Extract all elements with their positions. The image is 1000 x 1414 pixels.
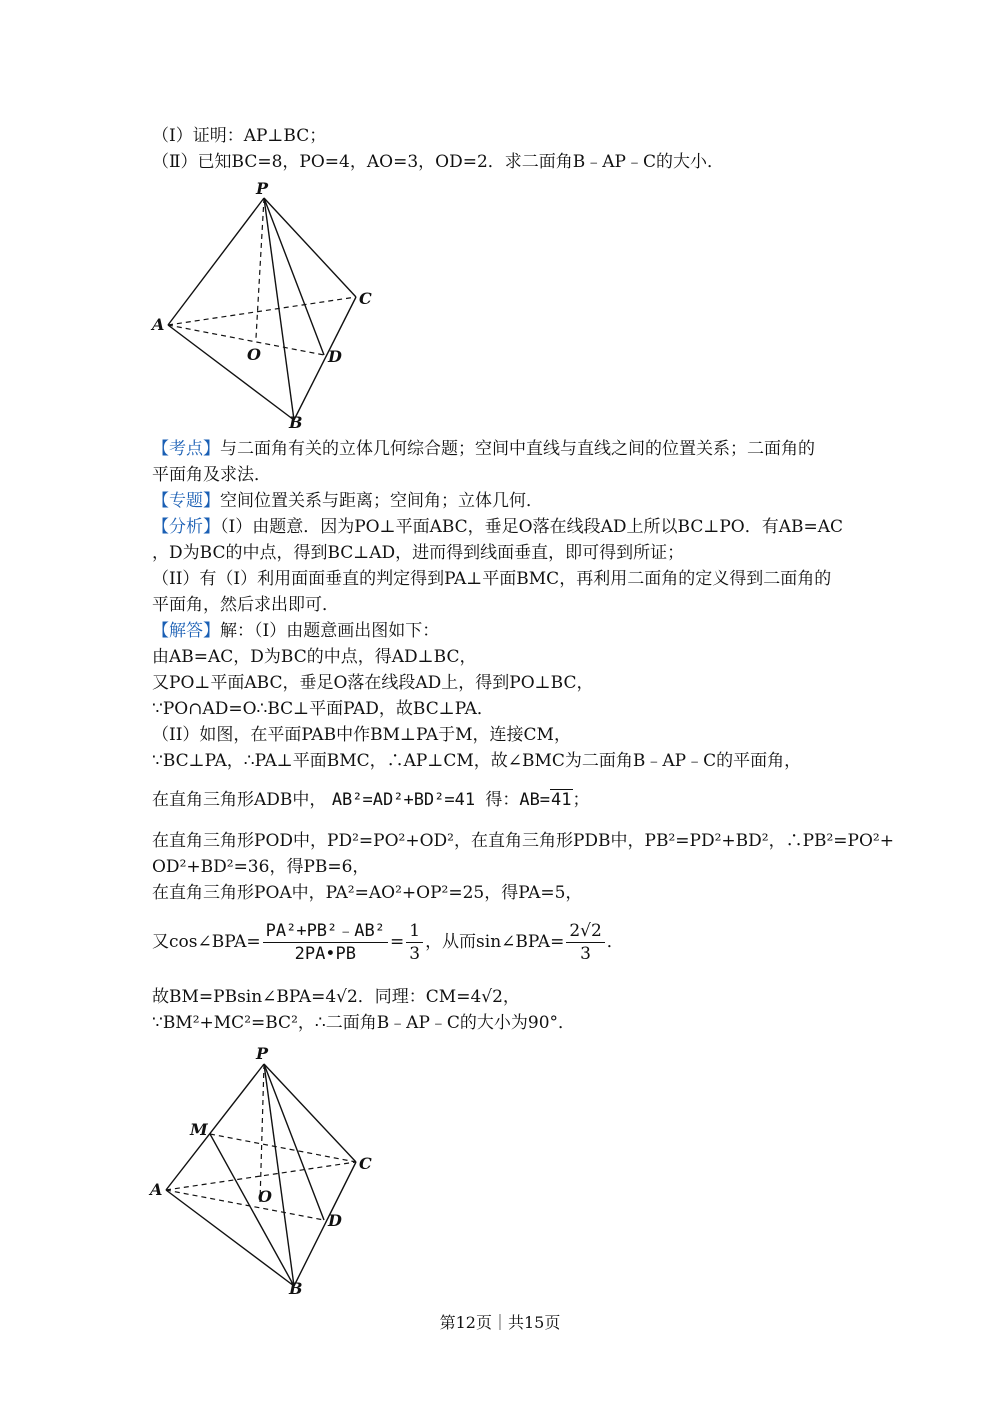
jieda-text-1: 解：（I）由题意画出图如下： bbox=[220, 621, 440, 641]
label-A: A bbox=[152, 315, 165, 334]
kaodian-tag: 【考点】 bbox=[152, 439, 220, 459]
solution-line-6: ∵BC⊥PA，∴PA⊥平面BMC，∴AP⊥CM，故∠BMC为二面角B﹣AP﹣C的平面角， bbox=[152, 751, 802, 771]
line7-sqrt: 41 bbox=[551, 790, 572, 810]
solution-line-2: 由AB=AC，D为BC的中点，得AD⊥BC， bbox=[152, 647, 477, 667]
solution-line-12: 故BM=PBsin∠BPA=4√2．同理：CM=4√2， bbox=[152, 987, 520, 1007]
fraction-cos-numerator: PA²+PB²﹣AB² bbox=[263, 920, 388, 943]
line11-pre: 又cos∠BPA= bbox=[152, 932, 261, 952]
edge-PO bbox=[260, 1064, 264, 1202]
label-B: B bbox=[289, 1279, 303, 1298]
edge-PC bbox=[264, 1064, 356, 1162]
fenxi-line-4: 平面角，然后求出即可． bbox=[152, 595, 339, 615]
jieda-line-1 bbox=[152, 619, 439, 643]
solution-line-11 bbox=[152, 920, 624, 965]
line11-eq: = bbox=[389, 932, 405, 952]
edge-PA bbox=[168, 198, 264, 325]
edge-PD bbox=[264, 198, 324, 355]
fenxi-text-1: （I）由题意．因为PO⊥平面ABC，垂足O落在线段AD上所以BC⊥PO．有AB=AC bbox=[220, 517, 843, 537]
edge-PC bbox=[264, 198, 356, 297]
label-D: D bbox=[328, 1211, 342, 1230]
solution-line-8: 在直角三角形POD中，PD²=PO²+OD²，在直角三角形PDB中，PB²=PD²+BD²，∴PB²=PO²+ bbox=[152, 831, 894, 851]
fraction-sin-numerator: 2√2 bbox=[566, 920, 604, 943]
page-footer: 第12页｜共15页 bbox=[439, 1313, 561, 1332]
jieda-tag: 【解答】 bbox=[152, 621, 220, 641]
label-P: P bbox=[256, 180, 269, 198]
edge-PD bbox=[264, 1064, 324, 1220]
line7-math: AB²=AD²+BD²=41 得：AB= bbox=[331, 790, 551, 810]
label-P: P bbox=[256, 1044, 269, 1063]
fenxi-tag: 【分析】 bbox=[152, 517, 220, 537]
solution-line-3: 又PO⊥平面ABC，垂足O落在线段AD上，得到PO⊥BC， bbox=[152, 673, 594, 693]
line7-end: ； bbox=[572, 790, 590, 810]
line7-text: 在直角三角形ADB中， bbox=[152, 790, 327, 810]
edge-MB bbox=[210, 1134, 294, 1286]
label-C: C bbox=[359, 1154, 372, 1173]
edge-CB bbox=[294, 1162, 356, 1286]
problem-part2: （Ⅱ）已知BC=8，PO=4，AO=3，OD=2．求二面角B﹣AP﹣C的大小． bbox=[152, 152, 724, 172]
tetrahedron-figure-2 bbox=[148, 1042, 388, 1302]
fraction-one-third-numerator: 1 bbox=[406, 920, 423, 943]
edge-PO bbox=[256, 198, 264, 338]
edge-AC bbox=[168, 297, 356, 325]
fraction-cos bbox=[263, 920, 388, 965]
kaodian-line-1 bbox=[152, 437, 815, 461]
fraction-cos-denominator: 2PA•PB bbox=[294, 944, 357, 964]
fenxi-line-2: ，D为BC的中点，得到BC⊥AD，进而得到线面垂直，即可得到所证； bbox=[152, 543, 685, 563]
fraction-one-third bbox=[406, 920, 423, 965]
kaodian-line-2: 平面角及求法． bbox=[152, 465, 271, 485]
fraction-sin-denominator: 3 bbox=[580, 944, 591, 964]
solution-line-10: 在直角三角形POA中，PA²=AO²+OP²=25，得PA=5， bbox=[152, 883, 583, 903]
label-C: C bbox=[359, 289, 372, 308]
solution-line-9: OD²+BD²=36，得PB=6， bbox=[152, 857, 370, 877]
zhuanti-text: 空间位置关系与距离；空间角；立体几何． bbox=[220, 491, 543, 511]
fenxi-line-1 bbox=[152, 515, 843, 539]
fraction-one-third-denominator: 3 bbox=[409, 944, 421, 964]
label-D: D bbox=[328, 347, 342, 366]
tetrahedron-figure-1 bbox=[148, 180, 388, 430]
edge-PA bbox=[166, 1064, 264, 1190]
solution-line-5: （II）如图，在平面PAB中作BM⊥PA于M，连接CM， bbox=[152, 725, 571, 745]
label-B: B bbox=[289, 413, 303, 430]
edge-CB bbox=[294, 297, 356, 420]
zhuanti-line bbox=[152, 489, 543, 513]
edge-AD bbox=[168, 325, 324, 355]
label-O: O bbox=[258, 1187, 272, 1206]
edge-AD bbox=[166, 1190, 324, 1220]
edge-AB bbox=[168, 325, 294, 420]
solution-line-13: ∵BM²+MC²=BC²，∴二面角B﹣AP﹣C的大小为90°． bbox=[152, 1013, 576, 1033]
line11-end: ． bbox=[606, 932, 624, 952]
zhuanti-tag: 【专题】 bbox=[152, 491, 220, 511]
label-O: O bbox=[247, 345, 261, 364]
solution-line-4: ∵PO∩AD=O∴BC⊥平面PAD，故BC⊥PA． bbox=[152, 699, 494, 719]
problem-part1: （Ⅰ）证明：AP⊥BC； bbox=[152, 126, 327, 146]
fraction-sin bbox=[566, 920, 604, 965]
label-M: M bbox=[190, 1120, 208, 1139]
edge-AB bbox=[166, 1190, 294, 1286]
solution-line-7 bbox=[152, 788, 590, 812]
line11-mid: ，从而sin∠BPA= bbox=[425, 932, 565, 952]
kaodian-text-1: 与二面角有关的立体几何综合题；空间中直线与直线之间的位置关系；二面角的 bbox=[220, 439, 815, 459]
fenxi-line-3: （II）有（I）利用面面垂直的判定得到PA⊥平面BMC，再利用二面角的定义得到二面角的 bbox=[152, 569, 832, 589]
label-A: A bbox=[150, 1180, 163, 1199]
